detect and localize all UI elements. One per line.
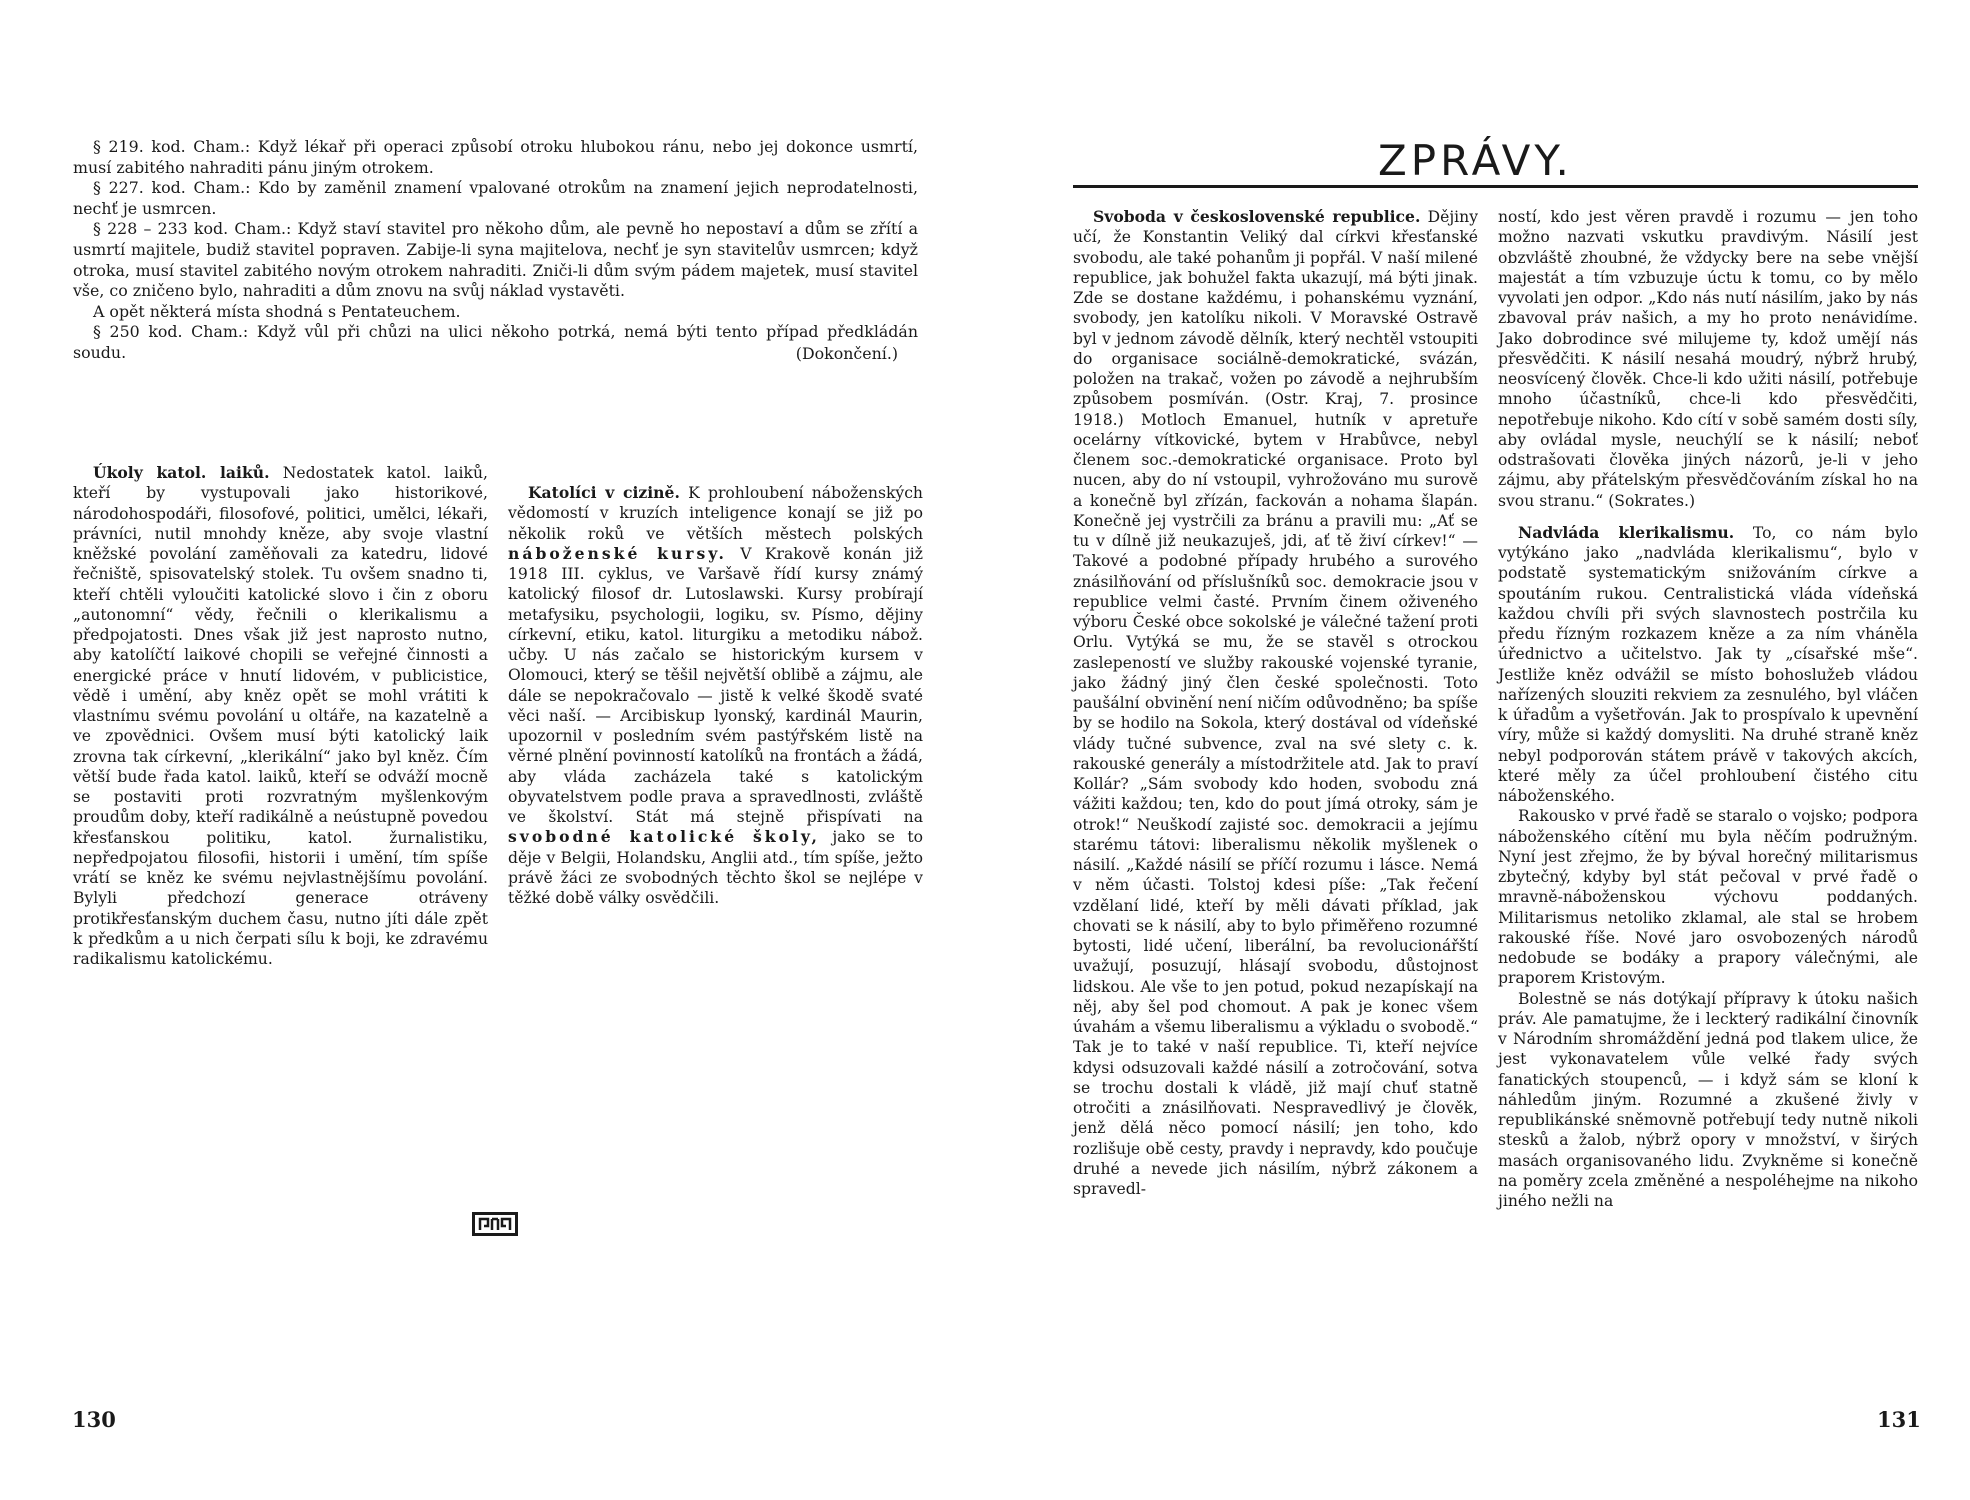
article-abroad-spaced-2: svobodné katolické školy,: [508, 827, 820, 847]
article-clericalism-heading: Nadvláda klerikalismu.: [1518, 522, 1735, 542]
page-number-right: 131: [1877, 1407, 1921, 1432]
left-column-2: [508, 483, 923, 908]
paragraph-219: § 219. kod. Cham.: Když lékař při operaci způsobí otroku hlubokou ránu, nebo jej dokonce usmrtí, musí zabitého nahraditi pánu jiným otrokem.: [73, 137, 918, 177]
article-abroad-text-1: K prohloubení náboženských vědomostí v kruzích inteligence konají se již po několik roků ve větších městech polských: [508, 484, 923, 543]
heading-rule: [1073, 185, 1918, 188]
paragraph-rights: Bolestně se nás dotýkají přípravy k útoku našich práv. Ale pamatujme, že i leckterý radikální činovník v Národním shromáždění jedná pod tlakem ulice, že jest vykonavatelem vůle velké řady svých fanatických stoupenců, — i když sám se kloní k náhledům jiným. Rozumné a zkušené živly v republikánské sněmovně potřebují tedy nutně nikoli stesků a žalob, nýbrž opory v množství, v širých masách organisovaného lidu. Zvykněme si konečně na poměry zcela změněné a nespoléhejme na nikoho jiného nežli na: [1498, 989, 1918, 1210]
article-freedom: [1073, 207, 1478, 1199]
article-abroad-heading: Katolíci v cizině.: [528, 483, 680, 502]
ornament-icon: [472, 1212, 518, 1236]
article-abroad: [508, 483, 923, 908]
signoff: (Dokončení.): [795, 343, 898, 363]
section-heading: ZPRÁVY.: [1378, 136, 1573, 185]
article-abroad-text-3: jako se to děje v Belgii, Holandsku, Anglii atd., tím spíše, ježto právě žáci ze svobodných těchto škol se nejlépe v těžké době války osvědčili.: [508, 828, 923, 907]
article-freedom-continued: ností, kdo jest věren pravdě i rozumu — jen toho možno nazvati vskutku pravdivým. Násilí jest obzvláště zhoubné, že vždycky bere na sebe vnější majestát a tím vzbuzuje úctu k tomu, co by mělo vyvolati jen odpor. „Kdo nás nutí násilím, jako by nás zbavoval práv našich, a my ho proto nenávidíme. Jako dobrodince své milujeme ty, kdož umějí nás přesvědčiti. K násilí nesahá moudrý, nýbrž hrubý, neosvícený člověk. Chce-li kdo užiti násilí, potřebuje mnoho účastníků, chce-li kdo přesvědčiti, nepotřebuje nikoho. Kdo cítí v sobě samém dosti síly, aby ovládal mysle, neuchýlí se k násilí; neboť odstrašovati člověka jiných názorů, je-li v jeho zájmu, aby přátelským přesvědčováním získal ho na svou stranu.“ (Sokrates.): [1498, 208, 1918, 510]
paragraph-pentateuch: A opět některá místa shodná s Pentateuchem.: [93, 301, 461, 321]
article-abroad-text-2: V Krakově konán již 1918 III. cyklus, ve Varšavě řídí kursy známý katolický filosof dr. Lutoslawski. Kursy probírají metafysiku, psychologii, logiku, sv. Písmo, dějiny církevní, etiku, katol. liturgiku a metodiku nábož. učby. U nás začalo se historickým kursem v Olomouci, který se těšil největší oblibě a zájmu, ale dále se nepokračovalo — jistě k velké škodě svaté věci naší. — Arcibiskup lyonský, kardinál Maurin, upozornil v posledním svém pastýřském listě na věrné plnění povinností katolíků na frontách a žádá, aby vláda zacházela také s katolickým obyvatelstvem podle prava a spravedlnosti, zvláště ve školství. Stát má stejně přispívati na: [508, 544, 923, 826]
page-number-left: 130: [72, 1407, 116, 1432]
paragraph-austria: Rakousko v prvé řadě se staralo o vojsko; podpora náboženského cítění mu byla něčím podružným. Nyní jest zřejmo, že by býval horečný militarismus zbytečný, kdyby byl stát pečoval v prvé řadě o mravně-náboženskou výchovu poddaných. Militarismus netoliko zklamal, ale stal se hrobem rakouské říše. Nové jaro osvobozených národů nedobude se bodáky a prapory válečnými, ale praporem Kristovým.: [1498, 807, 1918, 988]
paragraph-250: § 250 kod. Cham.: Když vůl při chůzi na ulici někoho potrká, nemá býti tento případ předkládán soudu.: [73, 322, 918, 362]
law-excerpts: [73, 137, 918, 364]
article-freedom-heading: Svoboda v československé republice.: [1093, 207, 1421, 226]
left-column-1: [73, 463, 488, 969]
ornament-svg: [472, 1212, 518, 1236]
article-clericalism: [1498, 523, 1918, 807]
right-column-2: [1498, 207, 1918, 1211]
paragraph-228-233: § 228 – 233 kod. Cham.: Když staví stavitel pro někoho dům, ale pevně ho nepostaví a dům se zřítí a usmrtí majitele, budiž stavitel popraven. Zabije-li syna majitelova, nechť je syn stavitelův usmrcen; když otroka, musí stavitel zabitého novým otrokem nahraditi. Zniči-li dům svým pádem majetek, musí stavitel vše, co zničeno bylo, nahraditi a dům znovu na svůj náklad vystavěti.: [73, 219, 918, 301]
article-laity-heading: Úkoly katol. laiků.: [93, 463, 270, 482]
paragraph-227: § 227. kod. Cham.: Kdo by zaměnil znamení vpalované otrokům na znamení jejich neprodatelnosti, nechť je usmrcen.: [73, 178, 918, 218]
article-clericalism-text: To, co nám bylo vytýkáno jako „nadvláda klerikalismu“, bylo v podstatě systematickým snižováním církve a spoutáním rukou. Centralistická vláda vídeňská každou chvíli při svých slavnostech postrčila ku předu řízným rozkazem kněze a za ním vháněla úřednictvo a učitelstvo. Jak ty „císařské mše“. Jestliže kněz odvážil se místo bohoslužeb vládou nařízených slouziti rekviem za zesnulého, byl vláčen k úřadům a vyšetřován. Jak to prospívalo k upevnění víry, může si každý domysliti. Na druhé straně kněz nebyl podporován státem právě v takových akcích, které měly za účel prohloubení čistého citu náboženského.: [1498, 523, 1918, 805]
article-abroad-spaced-1: náboženské kursy.: [508, 543, 727, 563]
right-column-1: [1073, 207, 1478, 1199]
right-page: [985, 0, 1970, 1500]
article-laity: [73, 463, 488, 969]
article-laity-text: Nedostatek katol. laiků, kteří by vystupovali jako historikové, národohospodáři, filosofové, politici, umělci, lékaři, právníci, nutil mnohdy kněze, aby svoje vlastní kněžské povolání zaměňovali za katedru, lidové řečniště, spisovatelský stolek. Tu ovšem snadno ti, kteří chtěli vyloučiti katolické slovo i čin z oboru „autonomní“ vědy, řečnili o klerikalismu a předpojatosti. Dnes však již jest naprosto nutno, aby katolíčtí laikové chopili se veřejné činnosti a energické práce v hnutí lidovém, v publicistice, vědě i umění, aby kněz opět se mohl vrátiti k vlastnímu svému povolání u oltáře, na kazatelně a ve zpovědnici. Ovšem musí býti katolický laik zrovna tak církevní, „klerikální“ jako byl kněz. Čím větší bude řada katol. laiků, kteří se odváží mocně se postaviti proti rozvratným myšlenkovým proudům doby, kteří radikálně a neústupně povedou křesťanskou politiku, katol. žurnalistiku, nepředpojatou filosofii, historii i umění, tím spíše vrátí se kněz ke svému nejvlastnějšímu povolání. Bylyli předchozí generace otráveny protikřesťanským duchem času, nutno jíti dále zpět k předkům a u nich čerpati sílu k boji, ke zdravému radikalismu katolickému.: [73, 464, 488, 968]
article-freedom-text: Dějiny učí, že Konstantin Veliký dal církvi křesťanské svobodu, ale také pohanům ji popřál. V naší milené republice, jak bohužel fakta ukazují, má býti jinak. Zde se dostane každému, i pohanskému vyznání, svobody, jen katolíku nikoli. V Moravské Ostravě byl v jednom závodě dělník, který nechtěl vstoupiti do organisace sociálně-demokratické, svázán, položen na trakač, vožen po závodě a nejhrubším způsobem posmíván. (Ostr. Kraj, 7. prosince 1918.) Motloch Emanuel, hutník v apretuře ocelárny vítkovické, bytem v Hrabůvce, nebyl členem soc.-demokratické organisace. Proto byl nucen, aby do ní vstoupil, vyhrožováno mu surově a konečně byl zřízán, fackován a nohama šlapán. Konečně jej vystrčili za bránu a pravili mu: „Ať se tu v dílně již neukazuješ, jdi, ať tě živí církev!“ — Takové a podobné případy hrubého a surového znásilňování od příslušníků soc. demokracie jsou v republice velmi časté. Prvním činem oživeného výboru České obce sokolské je válečné tažení proti Orlu. Vytýká se mu, že se stavěl s otrockou zaslepeností ve služby rakouské vojenské tyranie, jako žádný jiný člen české společnosti. Toto paušální obvinění není ničím odůvodněno; ba spíše by se hodilo na Sokola, který dostával od vídeňské vlády tučné subvence, zval na své slety c. k. rakouské generály a místodržitele atd. Jak to praví Kollár? „Sám svobody kdo hoden, svobodu zná vážiti každou; ten, kdo do pout jímá otroky, sám je otrok!“ Neuškodí zajisté soc. demokracii a jejímu starému tátovi: liberalismu několik myšlenek o násilí. „Každé násilí se příčí rozumu i lásce. Nemá v něm účasti. Tolstoj kdesi píše: „Tak řečení vzdělaní lidé, kteří by měli dávati příklad, jak chovati se k násilí, aby to bylo přiměřeno rozumné bytosti, lidé učení, liberální, ba revolucionářští uvažují, posuzují, hlásají svobodu, důstojnost lidskou. Ale vše to jen potud, pokud nezapískají na něj, aby šel pod chomout. A pak je konec všem úvahám a všemu liberalismu a výkladu o svobodě.“ Tak je to také v naší republice. Ti, kteří nejvíce kdysi odsuzovali každé násilí a zotročování, sotva se trochu dostali k vládě, již mají chuť statně otročiti a znásilňovati. Nespravedlivý je člověk, jenž dělá něco pomocí násilí; jen toho, kdo rozlišuje obě cesty, pravdy i nepravdy, kdo poučuje druhé a nevede jich násilím, nýbrž zákonem a spravedl-: [1073, 208, 1478, 1198]
